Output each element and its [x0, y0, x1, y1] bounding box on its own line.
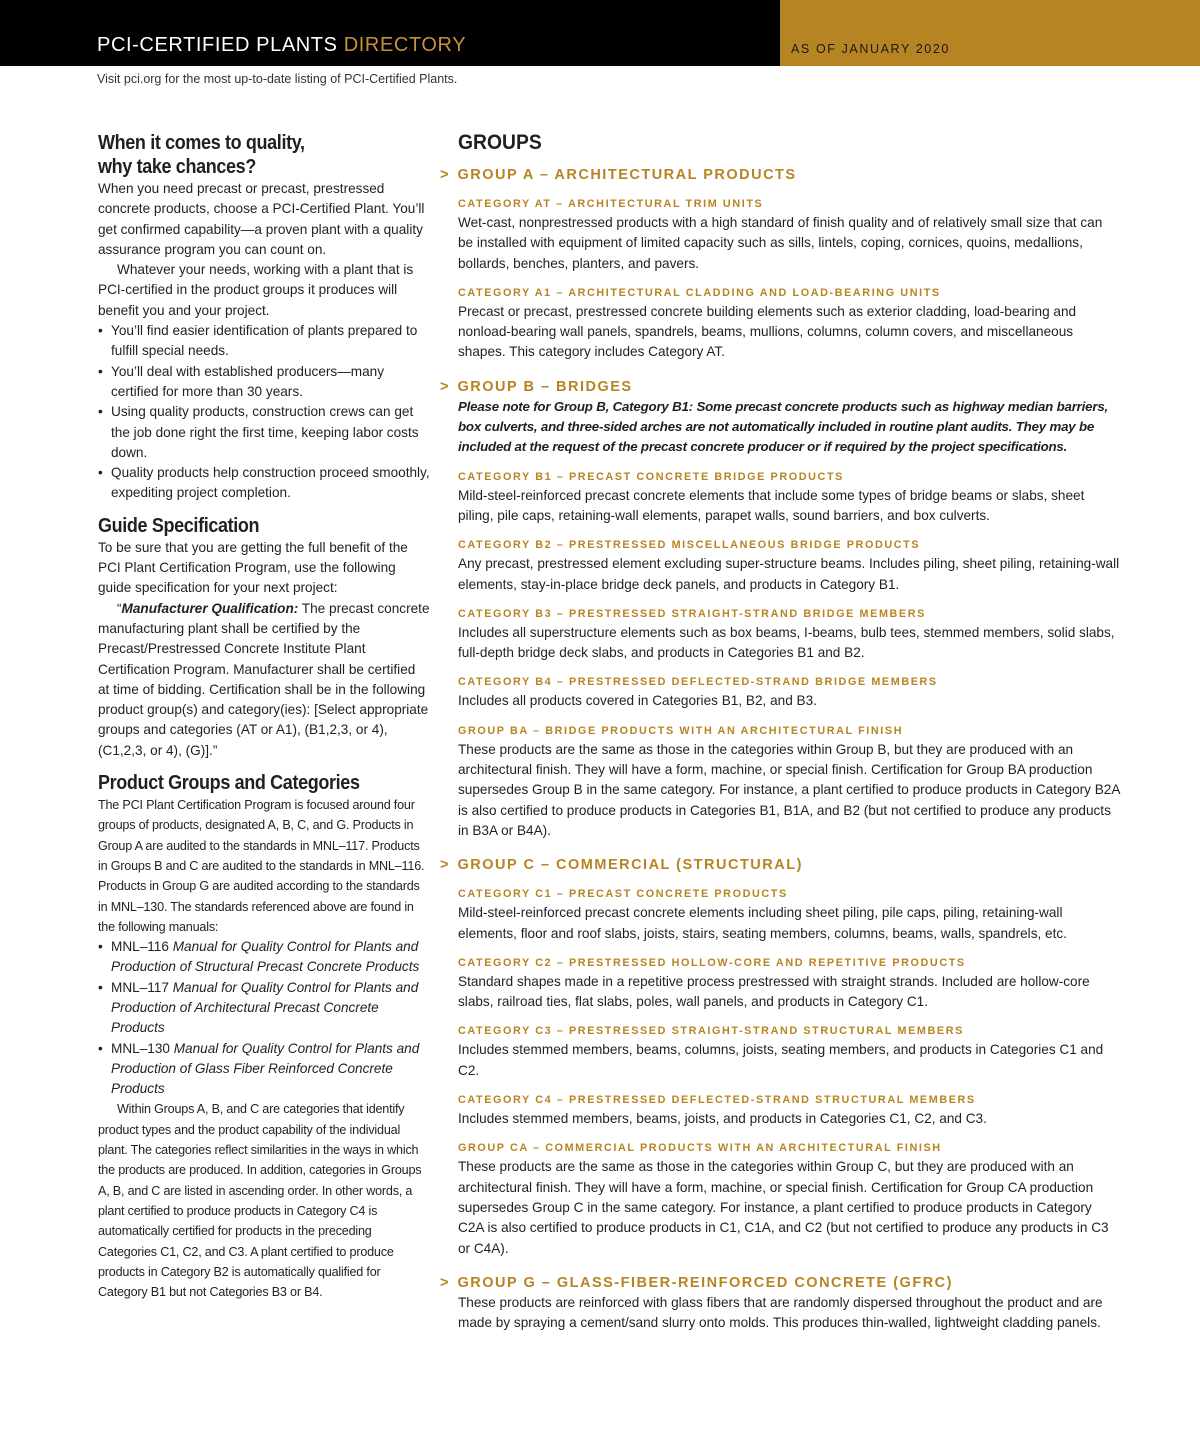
manual-code: MNL–117 — [111, 979, 173, 995]
right-column — [440, 131, 1120, 1333]
list-item — [98, 1039, 430, 1100]
group-a-heading — [440, 165, 1120, 185]
group-ca-desc: These products are the same as those in the categories within Group C, but they are produced with an architectural finish. They will have a form, machine, or special finish. Certification for Group CA production supersedes Group C in the same category. For instance, a plant certified to produce products in Category C2A is also certified to produce products in C1, C1A, and C2 (but not certified to produce any products in C3 or C4A). — [458, 1159, 1109, 1256]
group-ba-heading: GROUP BA – BRIDGE PRODUCTS WITH AN ARCHITECTURAL FINISH — [458, 724, 904, 737]
header-gold-band — [780, 0, 1200, 66]
category-c2-heading: CATEGORY C2 – PRESTRESSED HOLLOW-CORE AND REPETITIVE PRODUCTS — [458, 956, 966, 969]
quote-open: “ — [117, 600, 122, 616]
chevron-right-icon: > — [440, 857, 450, 874]
category-c1-desc: Mild-steel-reinforced precast concrete elements including sheet piling, pile caps, piling, retaining-wall elements, floor and roof slabs, joists, stairs, seating members, columns, beams, walls, spandrels, etc. — [458, 905, 1067, 941]
category-a1-heading: CATEGORY A1 – ARCHITECTURAL CLADDING AND LOAD-BEARING UNITS — [458, 286, 941, 299]
groups-title: GROUPS — [458, 131, 542, 154]
page-title-accent: DIRECTORY — [343, 34, 467, 56]
group-g-desc: These products are reinforced with glass fibers that are randomly dispersed throughout the product and are made by spraying a cement/sand slurry onto molds. This produces thin-walled, lightweight cladding panels. — [458, 1294, 1103, 1331]
group-ba-desc: These products are the same as those in the categories within Group B, but they are produced with an architectural finish. They will have a form, machine, or special finish. Certification for Group BA production supersedes Group B in the same category. For instance, a plant certified to produce products in Category B2A is also certified to produce products in Categories B1, B1A, and B2 (but not certified to produce any products in B3A or B4A). — [458, 741, 1120, 838]
quote-label: Manufacturer Qualification: — [121, 600, 299, 616]
manual-code: MNL–116 — [111, 939, 173, 955]
manual-title: Manual for Quality Control for Plants and Production of Glass Fiber Reinforced Concrete Products — [111, 1040, 420, 1097]
quote-text: The precast concrete manufacturing plant shall be certified by the Precast/Prestressed Concrete Institute Plant Certification Program. Manufacturer shall be certified at time of bidding. Certification shall be in the following product group(s) and category(ies): [Select appropriate groups and categories (AT or A1), (B1,2,3, or 4), (C1,2,3, or 4), (G)].” — [98, 600, 430, 758]
group-b-note: Please note for Group B, Category B1: Some precast concrete products such as highway median barriers, box culverts, and three-sided arches are not automatically included in routine plant audits. They may be included at the request of the precast concrete producer or if required by the project specifications. — [458, 398, 1109, 455]
category-at-heading: CATEGORY AT – ARCHITECTURAL TRIM UNITS — [458, 198, 764, 210]
group-g-label: GROUP G – GLASS-FIBER-REINFORCED CONCRETE (GFRC) — [457, 1274, 953, 1291]
list-item: • You’ll deal with established producers—many certified for more than 30 years. — [98, 362, 430, 403]
guide-heading: Guide Specification — [98, 514, 260, 537]
quality-heading-1: When it comes to quality, — [98, 132, 305, 154]
products-paragraph-1: The PCI Plant Certification Program is focused around four groups of products, designated A, B, C, and G. Products in Group A are audited to the standards in MNL–117. Products in Groups B and C are audited to the standards in MNL–116. Products in Group G are audited according to the standards in MNL–130. The standards referenced above are found in the following manuals: — [98, 798, 425, 934]
category-at-desc: Wet-cast, nonprestressed products with a high standard of finish quality and of relatively small size that can be installed with equipment of limited capacity such as sills, lintels, coping, cornices, quoins, medallions, bollards, benches, planters, and pavers. — [458, 215, 1103, 271]
category-b4-heading: CATEGORY B4 – PRESTRESSED DEFLECTED-STRAND BRIDGE MEMBERS — [458, 676, 938, 689]
manuals-list — [98, 937, 430, 1099]
spacer — [440, 841, 1120, 855]
list-item: • Quality products help construction proceed smoothly, expediting project completion. — [98, 463, 430, 504]
category-b1-heading: CATEGORY B1 – PRECAST CONCRETE BRIDGE PRODUCTS — [458, 470, 844, 483]
list-item — [98, 978, 430, 1039]
left-column — [98, 131, 430, 1302]
manual-title: Manual for Quality Control for Plants and Production of Structural Precast Concrete Products — [111, 939, 420, 975]
category-c2-desc: Standard shapes made in a repetitive process prestressed with straight strands. Included are hollow-core slabs, railroad ties, flat slabs, poles, wall panels, and products in Category C1. — [458, 973, 1090, 1010]
spacer — [440, 363, 1120, 377]
guide-quote — [98, 599, 430, 761]
quality-paragraph-2: Whatever your needs, working with a plant that is PCI-certified in the product groups it produces will benefit you and your project. — [98, 262, 414, 318]
spacer — [440, 1259, 1120, 1273]
manual-title: Manual for Quality Control for Plants and Production of Architectural Precast Concrete Products — [111, 979, 419, 1036]
category-c4-desc: Includes stemmed members, beams, joists, and products in Categories C1, C2, and C3. — [458, 1111, 987, 1127]
guide-paragraph: To be sure that you are getting the full benefit of the PCI Plant Certification Program, use the following guide specification for your next project: — [98, 539, 408, 596]
category-b2-heading: CATEGORY B2 – PRESTRESSED MISCELLANEOUS BRIDGE PRODUCTS — [458, 539, 921, 552]
page-title-main: PCI-CERTIFIED PLANTS — [97, 34, 344, 56]
header-bar — [0, 0, 1200, 66]
products-paragraph-2: Within Groups A, B, and C are categories that identify product types and the product capability of the individual plant. The categories reflect similarities in the ways in which the products are produced. In addition, categories in Groups A, B, and C are listed in ascending order. In other words, a plant certified to produce products in Category C4 is automatically certified for products in the preceding Categories C1, C2, and C3. A plant certified to produce products in Category B2 is automatically qualified for Category B1 but not Categories B3 or B4. — [98, 1102, 422, 1300]
category-c3-heading: CATEGORY C3 – PRESTRESSED STRAIGHT-STRAND STRUCTURAL MEMBERS — [458, 1025, 964, 1038]
quality-heading-2: why take chances? — [98, 156, 256, 178]
chevron-right-icon: > — [440, 1274, 450, 1291]
page-title — [97, 34, 466, 57]
category-b1-desc: Mild-steel-reinforced precast concrete elements that include some types of bridge beams or slabs, sheet piling, pile caps, retaining-wall elements, parapet walls, sound barriers, and box culverts. — [458, 487, 1085, 523]
quality-bullets — [98, 321, 430, 504]
quality-paragraph-1: When you need precast or precast, prestressed concrete products, choose a PCI-Certified Plant. You’ll get confirmed capability—a proven plant with a quality assurance program you can count on. — [98, 181, 425, 257]
group-c-heading — [440, 855, 1120, 875]
list-item — [98, 937, 430, 978]
category-c4-heading: CATEGORY C4 – PRESTRESSED DEFLECTED-STRAND STRUCTURAL MEMBERS — [458, 1094, 976, 1107]
category-c1-heading: CATEGORY C1 – PRECAST CONCRETE PRODUCTS — [458, 888, 788, 901]
group-g-heading — [440, 1273, 1120, 1293]
list-item: • You’ll find easier identification of plants prepared to fulfill special needs. — [98, 321, 430, 362]
group-ca-heading: GROUP CA – COMMERCIAL PRODUCTS WITH AN ARCHITECTURAL FINISH — [458, 1142, 942, 1155]
as-of-date: AS OF JANUARY 2020 — [791, 42, 950, 56]
group-b-heading — [440, 377, 1120, 397]
products-heading: Product Groups and Categories — [98, 772, 360, 795]
category-b2-desc: Any precast, prestressed element excluding super-structure beams. Includes piling, sheet piling, retaining-wall elements, stay-in-place bridge deck panels, and products in Category B1. — [458, 556, 1120, 592]
category-b3-heading: CATEGORY B3 – PRESTRESSED STRAIGHT-STRAND BRIDGE MEMBERS — [458, 607, 926, 620]
group-a-label: GROUP A – ARCHITECTURAL PRODUCTS — [457, 167, 797, 183]
category-c3-desc: Includes stemmed members, beams, columns, joists, seating members, and products in Categories C1 and C2. — [458, 1042, 1104, 1078]
category-a1-desc: Precast or precast, prestressed concrete building elements such as exterior cladding, load-bearing and nonload-bearing wall panels, spandrels, beams, mullions, columns, column covers, and miscellaneous shapes. This category includes Category AT. — [458, 303, 1077, 360]
chevron-right-icon: > — [440, 378, 450, 395]
list-item: • Using quality products, construction crews can get the job done right the first time, keeping labor costs down. — [98, 402, 430, 463]
group-c-label: GROUP C – COMMERCIAL (STRUCTURAL) — [457, 857, 803, 874]
category-b3-desc: Includes all superstructure elements such as box beams, I-beams, bulb tees, stemmed members, solid slabs, full-depth bridge deck slabs, and products in Categories B1 and B2. — [458, 624, 1115, 661]
group-b-label: GROUP B – BRIDGES — [457, 378, 633, 395]
manual-code: MNL–130 — [111, 1040, 174, 1056]
chevron-right-icon: > — [440, 167, 450, 183]
visit-note: Visit pci.org for the most up-to-date listing of PCI-Certified Plants. — [97, 72, 458, 86]
category-b4-desc: Includes all products covered in Categories B1, B2, and B3. — [458, 693, 817, 709]
